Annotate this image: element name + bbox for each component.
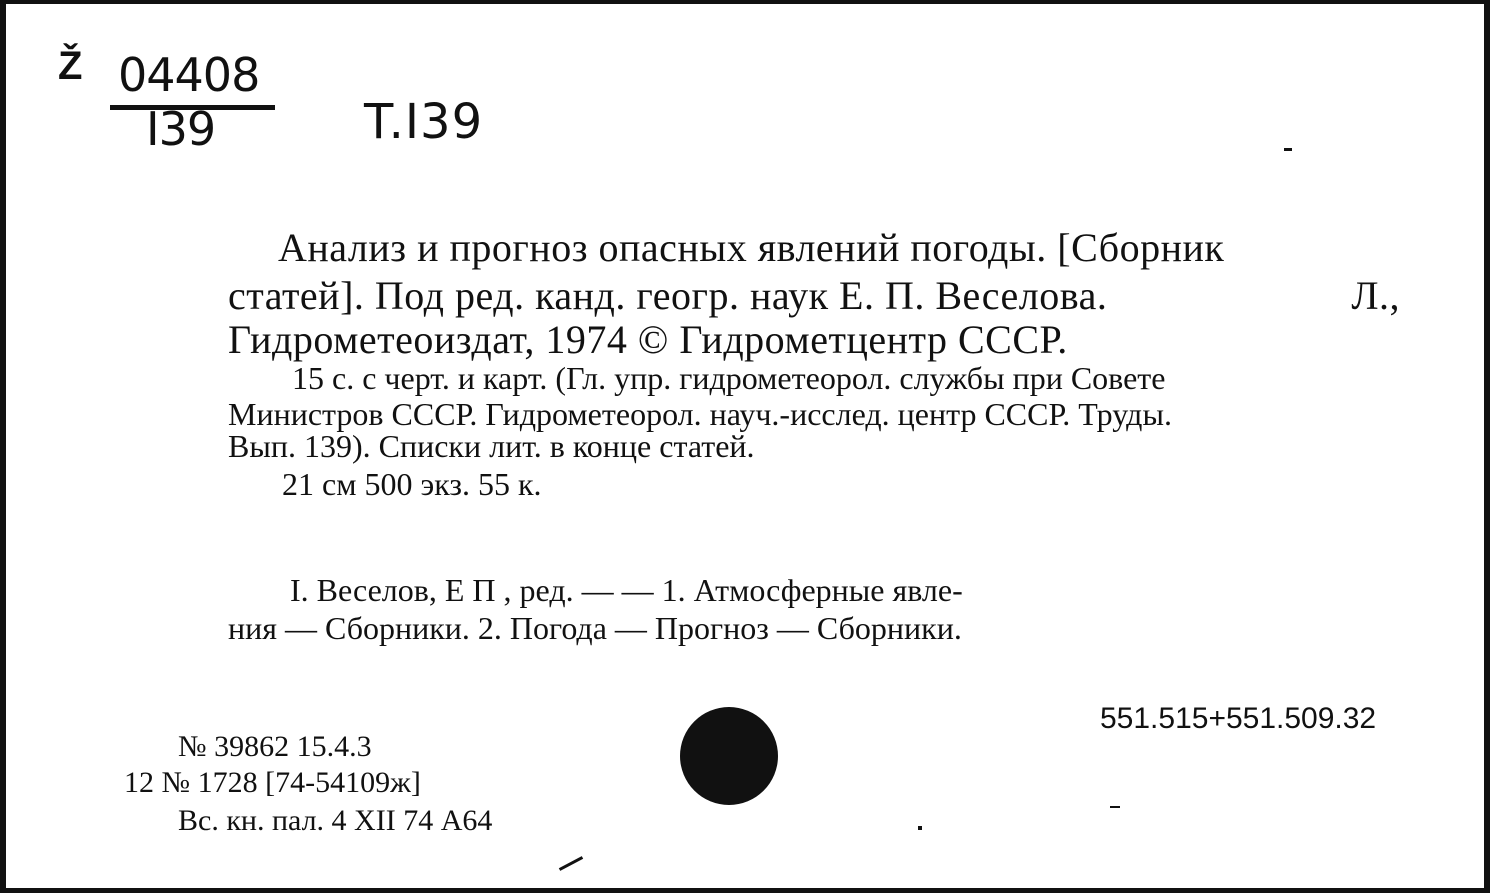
description-line-2: статей]. Под ред. канд. геогр. наук Е. П. Веселова.	[228, 273, 1108, 318]
card-marker: Ž	[58, 44, 83, 88]
description-place: Л.,	[1351, 273, 1400, 318]
ink-speck	[1284, 148, 1292, 151]
description-line-4: 15 с. с черт. и карт. (Гл. упр. гидрометеорол. службы при Совете	[292, 360, 1166, 396]
ink-speck	[918, 826, 922, 830]
accession-line-2: 12 № 1728 [74-54109ж]	[124, 766, 421, 799]
description-line-3: Гидрометеоиздат, 1974 © Гидрометцентр СССР.	[228, 317, 1068, 362]
subject-line-1: I. Веселов, Е П , ред. — — 1. Атмосферные явле-	[290, 572, 963, 608]
description-line-7: 21 см 500 экз. 55 к.	[282, 466, 542, 502]
description-line-6: Вып. 139). Списки лит. в конце статей.	[228, 428, 755, 464]
punch-hole	[680, 707, 778, 805]
description-line-5: Министров СССР. Гидрометеорол. науч.-исслед. центр СССР. Труды.	[228, 396, 1172, 432]
subject-line-2: ния — Сборники. 2. Погода — Прогноз — Сборники.	[228, 610, 962, 646]
accession-line-3: Вс. кн. пал. 4 XII 74 А64	[178, 804, 493, 837]
description-line-1: Анализ и прогноз опасных явлений погоды. [Сборник	[278, 225, 1225, 270]
accession-line-1: № 39862 15.4.3	[178, 730, 372, 763]
ink-speck	[1110, 806, 1120, 808]
pen-mark	[559, 856, 583, 871]
call-number-bottom: I39	[146, 102, 216, 156]
call-number-top: 04408	[118, 48, 260, 102]
series-code: T.I39	[364, 94, 484, 150]
udc-code: 551.515+551.509.32	[1100, 702, 1377, 735]
